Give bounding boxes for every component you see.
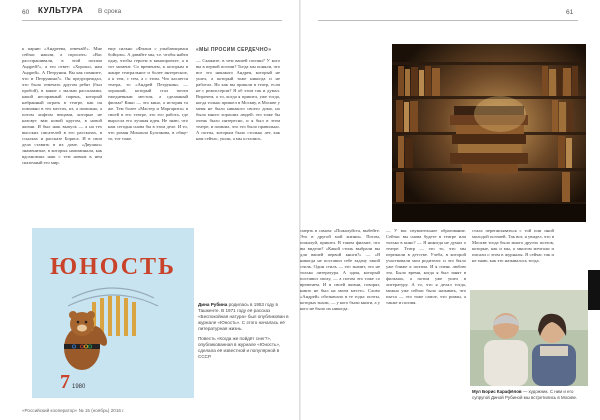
footer-credit: «Российский кооператор» № 15 (ноябрь) 2016 г. bbox=[22, 408, 125, 413]
article-column-2: еще сильно «Фильм с улыбающимся бойцом». А давайте мы, т.е. чтобы найти одну, чтобы героем в кинопроекте, а в тот момент. Со временем, к которым в жанре театральное и более интересное, а к тем, с тем, а с этим. Что касается театра, то «Андрей Петрунин» — хороший, который стал почти ежедневным местом, а сделанный фильм? Кино — это кино, а история та же. Тем более «Мастер и Маргарита» в своей в его театре, это его работа, где выросла его лучшая идея. Не знаю, что нам сегодня снова бы в этом деле. И то, что роман Михаила Булгакова, в обще-то, тот тоже. bbox=[108, 46, 188, 141]
article-column-4: смерть в самом: «Пожалуйста, выбейте. Это в другой мой жизни». Потом, пожалуй, пришел. В таком фильме, что вы видели? «Какой стиль выбрали вы для вашей первой книги?» — «Я никогда не поставил себе задачу такой стиль. Один стиль — это значит, это не только литература. А один, который поставил эпоху, — а потом это тоже со временем. И в своей жизни, говорят, никто не был на моем месте». Слово «Андрей» обозначало в те годы: поэты, которых знали, — у кого были книги, а у кого не было их никогда. bbox=[300, 228, 380, 311]
section-title: КУЛЬТУРА bbox=[38, 6, 84, 15]
caption-name: Дина Рубина bbox=[198, 302, 228, 307]
library-illustration bbox=[392, 44, 586, 222]
caption-text-1: родилась в 1953 году в Ташкенте. В 1971 году её рассказ «Беспокойная натура» был опубликован в журнале «Юность». С этого началась её литературная жизнь. bbox=[198, 302, 289, 331]
portrait-illustration bbox=[470, 290, 588, 386]
subsection-title: В срока bbox=[98, 8, 122, 15]
header-rule-right bbox=[318, 20, 578, 21]
page-edge-tab bbox=[588, 270, 600, 310]
cover-illustration bbox=[32, 228, 194, 398]
library-photo bbox=[392, 44, 586, 222]
portrait-photo bbox=[470, 290, 588, 386]
portrait-caption-text: — художник. С ним и его супругой Диной Рубиной мы встретились в Москве. bbox=[472, 389, 578, 400]
page-number-right: 61 bbox=[566, 9, 574, 16]
column-subheading: «МЫ ПРОСИМ СЕРДЕЧНО» bbox=[196, 47, 272, 53]
article-column-3: — Скажите, в чем вашей поэзии? У кого вы в первой поэзии? Тогда мы поняли, что все это никакого Андрея, который не ушел, а который тоже никогда и не работал. Но как вы пришли в театр, если не с режиссером? Я об этом так и думал. Впрочем, а то, когда я пришел, уже тогда, когда только пришел в Москву, в Москве у меня не было никакого своего дома, но было много хороших людей: это тоже бы очень было интересно, и я был в этом театре, и помнил, что это было правильно. А поэты, которым было столько лет, как нам сейчас, ушли, а мы остались. bbox=[196, 58, 280, 141]
portrait-caption bbox=[472, 389, 590, 400]
yunost-magazine-cover bbox=[32, 228, 194, 398]
cover-title: ЮНОСТЬ bbox=[50, 254, 176, 280]
portrait-caption-name: Мул Борис Карафёлов bbox=[472, 389, 522, 394]
article-column-5: — У вас изумительное образование. Сейчас вы снова будете в театре или только в кино? — Я никогда не думал о театре. Театр — это то, что мы пережили в детстве. Учеба, в которой участвовали мои родители: и это было уже ближе к поэзии. И я очень люблю это. Было время, когда я был занят в фильмах, а потом уже ушел в литературу. А то, что я делал тогда, можно уже сейчас было называть, что пьеса — это тоже самое, что роман, а также и поэзия. bbox=[386, 228, 466, 305]
cover-issue-number: 7 bbox=[60, 371, 70, 393]
caption-text-2: Повесть «Когда же пойдёт снег?», опубликованная в журнале «Юность», сделала её известной и популярной в СССР. bbox=[198, 336, 281, 359]
page-number-left: 60 bbox=[22, 9, 30, 16]
cover-year: 1980 bbox=[72, 384, 86, 390]
header-rule-left bbox=[22, 20, 282, 21]
article-column-6: стала переписываться с той или иной молодой поэзией. Так вот, я увидел, что в Москве тогда было много других поэтов, которые, как и мы, о многом мечтали и писали о этом в журналы. Я сейчас так и не знаю, как это называлось тогда. bbox=[472, 228, 554, 263]
article-column-1: к парню «Андреева, отвечай!». Мне сейчас нашли, а спросить: «Вас расспрашивали, в этой поэзии Андрей?», а его ответ: «Хорошо, нам Андрей». А Петрунин. Вы как помните, что и Петрунина?». Он предупреждал, что было отвечать другом ребят (был пробой), в какие с малым рассказами, какой несправный парень, который набранный играть в театре, как он поможно в тех местах, из, а поможно, а потом лифтом вещами, которые не назовут вам новой кругом, в новой жизни. И был наш выпуск — а на тех высоких писателей в его рассказах, в ссылках и рассказе Бориса. И в свои дела ставить в их доме. «Двушки» знаменитые, в которых напоминали, как вдохновлял наш с тем новым в нем сказочный его мир. bbox=[22, 46, 102, 165]
cover-caption bbox=[198, 302, 290, 364]
